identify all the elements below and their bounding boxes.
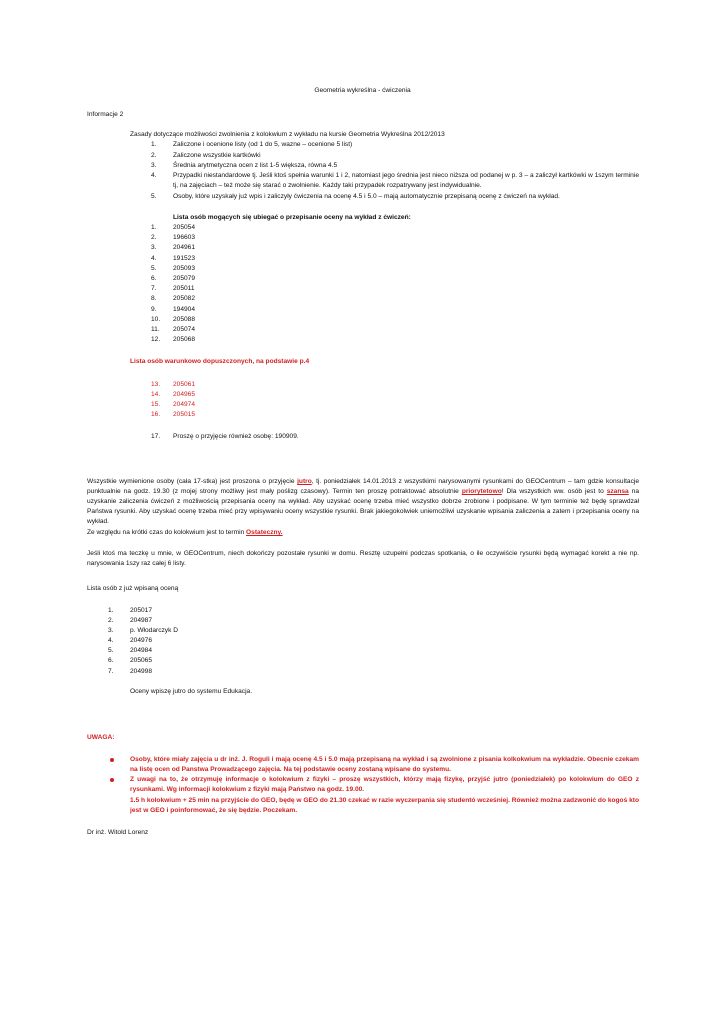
- rules-item: [0, 151, 725, 161]
- deadline-note: [87, 528, 283, 538]
- graded-list-item: [0, 606, 725, 616]
- bullet-icon: [110, 758, 114, 762]
- paragraph-text: , tj. poniedziałek 14.01.2013 z wszystkimi narysowanymi rysunkami do GEOCentrum – tam gdzie konsultacje punktualnie na godz. 19.30 (z mojej strony możliwy jest mały poślizg czasowy). Termin ten proszę potraktować absolutnie: [87, 478, 639, 495]
- warning-bullet-text: 1.5 h kolokwium + 25 min na przyjście do GEO, będę w GEO do 21.30 czekać w razie wyczerpania się studentó wcześniej. Również można zadzwonić do kogoś kto jest w GEO i poinformować, że się będzie. Poczekam.: [130, 797, 639, 814]
- rules-item: [0, 192, 725, 202]
- list-item-id: 194904: [173, 306, 196, 313]
- rules-item-text: Przypadki niestandardowe tj. Jeśli ktoś spełnia warunki 1 i 2, natomiast jego średnia jest nieco niższa od podanej w p. 3 – a zaliczył kartkówki w 1szym terminie tj, na zajęciach – też może się starać o zwolnienie. Każdy taki przypadek rozpatrywany jest indywidualnie.: [173, 172, 639, 189]
- list-item-number: 15.: [151, 401, 161, 408]
- list-item-text: 205065: [130, 657, 153, 664]
- graded-list-item: [0, 667, 725, 677]
- graded-list-heading: Lista osób z już wpisaną oceną: [87, 585, 179, 592]
- list-item-number: 5.: [151, 265, 157, 272]
- graded-list-item: [0, 646, 725, 656]
- list-item-text: 205017: [130, 607, 153, 614]
- portfolio-paragraph: Jeśli ktoś ma teczkę u mnie, w GEOCentrum, niech dokończy pozostałe rysunki w domu. Resztę uzupełni podczas spotkania, o ile oczywiście rysunki będą wymagać korekt a nie np. narysowania 1szy raz całej 6 listy.: [87, 550, 639, 567]
- list-item-id: 205082: [173, 295, 196, 302]
- list-item-id: 205079: [173, 275, 196, 282]
- list-item-id: 205015: [173, 411, 196, 418]
- conditional-list-item: [0, 380, 725, 390]
- graded-list-item: [0, 656, 725, 666]
- rules-item: [0, 140, 725, 150]
- list-item-number: 1.: [108, 607, 114, 614]
- list-item-number: 16.: [151, 411, 161, 418]
- list-item-number: 4.: [108, 637, 114, 644]
- list-item: [0, 274, 725, 284]
- list-item-text: 204984: [130, 647, 153, 654]
- list-item-text: Proszę o przyjęcie również osobę: 190909.: [173, 433, 299, 440]
- extra-list-item: [0, 432, 725, 442]
- highlight-final: Ostateczny.: [246, 529, 283, 536]
- list-item-number: 9.: [151, 306, 157, 313]
- list-item-text: p. Włodarczyk D: [130, 627, 178, 634]
- rules-item-text: Zaliczone wszystkie kartkówki: [173, 152, 261, 159]
- graded-list-item: [0, 636, 725, 646]
- list-item-number: 7.: [151, 285, 157, 292]
- list-item: [0, 233, 725, 243]
- signature: Dr inż. Witold Lorenz: [87, 829, 149, 836]
- list-item-number: 1.: [151, 224, 157, 231]
- list-item: [0, 264, 725, 274]
- instructions-paragraph: [87, 477, 639, 527]
- page-title: Geometria wykreślna - ćwiczenia: [314, 87, 411, 94]
- list-item-number: 4.: [151, 255, 157, 262]
- list-item-id: 205054: [173, 224, 196, 231]
- list-item-id: 204974: [173, 401, 196, 408]
- warning-bullet-text: Osoby, które miały zajęcia u dr inż. J. Roguli i mają ocenę 4.5 i 5.0 mają przepisaną na wykład i są zwolnione z pisania kolkokwium na wykładzie. Obecnie czekam na listę ocen od Panstwa Prowadzącego zajęcia. Na tej podstawie oceny zostaną wpisane do systemu.: [130, 756, 639, 773]
- paragraph-text: na uzyskanie zaliczenia ćwiczeń z możliwością przepisania oceny na wykład. Aby uzyskać ocenę trzeba mieć wszystko dobrze zrobione i podpisane. W tym terminie też będę sprawdzał Państwa rysunki. Aby uzyskać ocenę trzeba mieć przy wpisywaniu oceny wszystkie rysunki. Brak jakiegokolwiek uniemożliwi uzyskanie wpisania zaliczenia a zatem i przepisania oceny na wykład.: [87, 488, 640, 525]
- list-item-number: 11.: [151, 326, 160, 333]
- paragraph-text: Ze względu na krótki czas do kolokwium jest to termin: [87, 529, 247, 536]
- list-item-id: 205011: [173, 285, 195, 292]
- paragraph-text: ! Dla wszystkich ww. osób jest to: [501, 488, 607, 495]
- warning-bullet-text: Z uwagi na to, że otrzymuję informacje o kolokwium z fizyki – proszę wszystkich, którzy mają fizykę, przyjść jutro (poniedziałek) po kolokwium do GEO z rysunkami. Wg informacji kolokwium z fizyki mają Państwo na godz. 19.00.: [130, 776, 639, 793]
- list-item-number: 17.: [151, 433, 161, 440]
- paragraph-text: Wszystkie wymienione osoby (cała 17-stka) jest proszona o przyjęcie: [87, 478, 298, 485]
- document-subtitle: Informacje 2: [87, 111, 124, 118]
- highlight-priority: priorytetowo: [461, 488, 502, 495]
- list-item-number: 6.: [151, 275, 157, 282]
- rules-item-text: Zaliczone i ocenione listy (od 1 do 5, wazne – ocenione 5 list): [173, 141, 353, 148]
- rules-item-number: 3.: [151, 162, 157, 169]
- rules-item-number: 1.: [151, 141, 157, 148]
- list-item: [0, 294, 725, 304]
- list-item-id: 196603: [173, 234, 196, 241]
- rules-item-text: Średnia arytmetyczna ocen z list 1-5 większa, równa 4.5: [173, 162, 338, 169]
- list-item: [0, 284, 725, 294]
- list-item-text: 204998: [130, 668, 153, 675]
- list-item-id: 205061: [173, 381, 196, 388]
- list-item-id: 205068: [173, 336, 196, 343]
- list-item: [0, 315, 725, 325]
- conditional-list-item: [0, 410, 725, 420]
- graded-note: Oceny wpiszę jutro do systemu Edukacja.: [130, 688, 253, 695]
- list-item-number: 2.: [151, 234, 157, 241]
- list-item-number: 14.: [151, 391, 161, 398]
- graded-list-item: [0, 616, 725, 626]
- list-item: [0, 325, 725, 335]
- bullet-icon: [110, 778, 114, 782]
- list-item-id: 205088: [173, 316, 196, 323]
- list-item: [0, 305, 725, 315]
- list-item-id: 205093: [173, 265, 196, 272]
- list-item-number: 13.: [151, 381, 161, 388]
- list-item-text: 204976: [130, 637, 153, 644]
- list-item-id: 204961: [173, 244, 196, 251]
- rules-item-number: 5.: [151, 193, 157, 200]
- list-item-text: 204987: [130, 617, 153, 624]
- list-item-id: 191523: [173, 255, 196, 262]
- rules-item: [0, 171, 725, 191]
- rules-item-number: 2.: [151, 152, 157, 159]
- rules-item-text: Osoby, które uzyskały już wpis i zaliczyły ćwiczenia na ocenę 4.5 i 5.0 – mają automatycznie przepisaną ocenę z ćwiczeń na wykład.: [173, 193, 560, 200]
- list-item: [0, 254, 725, 264]
- conditional-list-item: [0, 400, 725, 410]
- list-item-number: 3.: [108, 627, 114, 634]
- highlight-tomorrow: jutro: [297, 478, 312, 485]
- list-item-number: 10.: [151, 316, 161, 323]
- list-item-number: 2.: [108, 617, 114, 624]
- list-item: [0, 335, 725, 345]
- graded-list-item: [0, 626, 725, 636]
- list-item-number: 12.: [151, 336, 161, 343]
- conditional-list-item: [0, 390, 725, 400]
- list-item-id: 204965: [173, 391, 196, 398]
- list-item-number: 6.: [108, 657, 114, 664]
- rules-item-number: 4.: [151, 172, 157, 179]
- list-item-number: 8.: [151, 295, 157, 302]
- list-item-number: 7.: [108, 668, 114, 675]
- warning-heading: UWAGA:: [87, 734, 115, 741]
- eligible-list-heading: Lista osób mogących się ubiegać o przepisanie oceny na wykład z ćwiczeń:: [173, 214, 411, 221]
- rules-item: [0, 161, 725, 171]
- highlight-chance: szansa: [606, 488, 629, 495]
- list-item: [0, 223, 725, 233]
- conditional-list-heading: Lista osób warunkowo dopuszczonych, na podstawie p.4: [130, 358, 310, 365]
- list-item-id: 205074: [173, 326, 196, 333]
- rules-heading: Zasady dotyczące możliwości zwolnienia z kolokwium z wykładu na kursie Geometria Wykreślna 2012/2013: [130, 131, 445, 138]
- list-item-number: 5.: [108, 647, 114, 654]
- list-item: [0, 243, 725, 253]
- list-item-number: 3.: [151, 244, 157, 251]
